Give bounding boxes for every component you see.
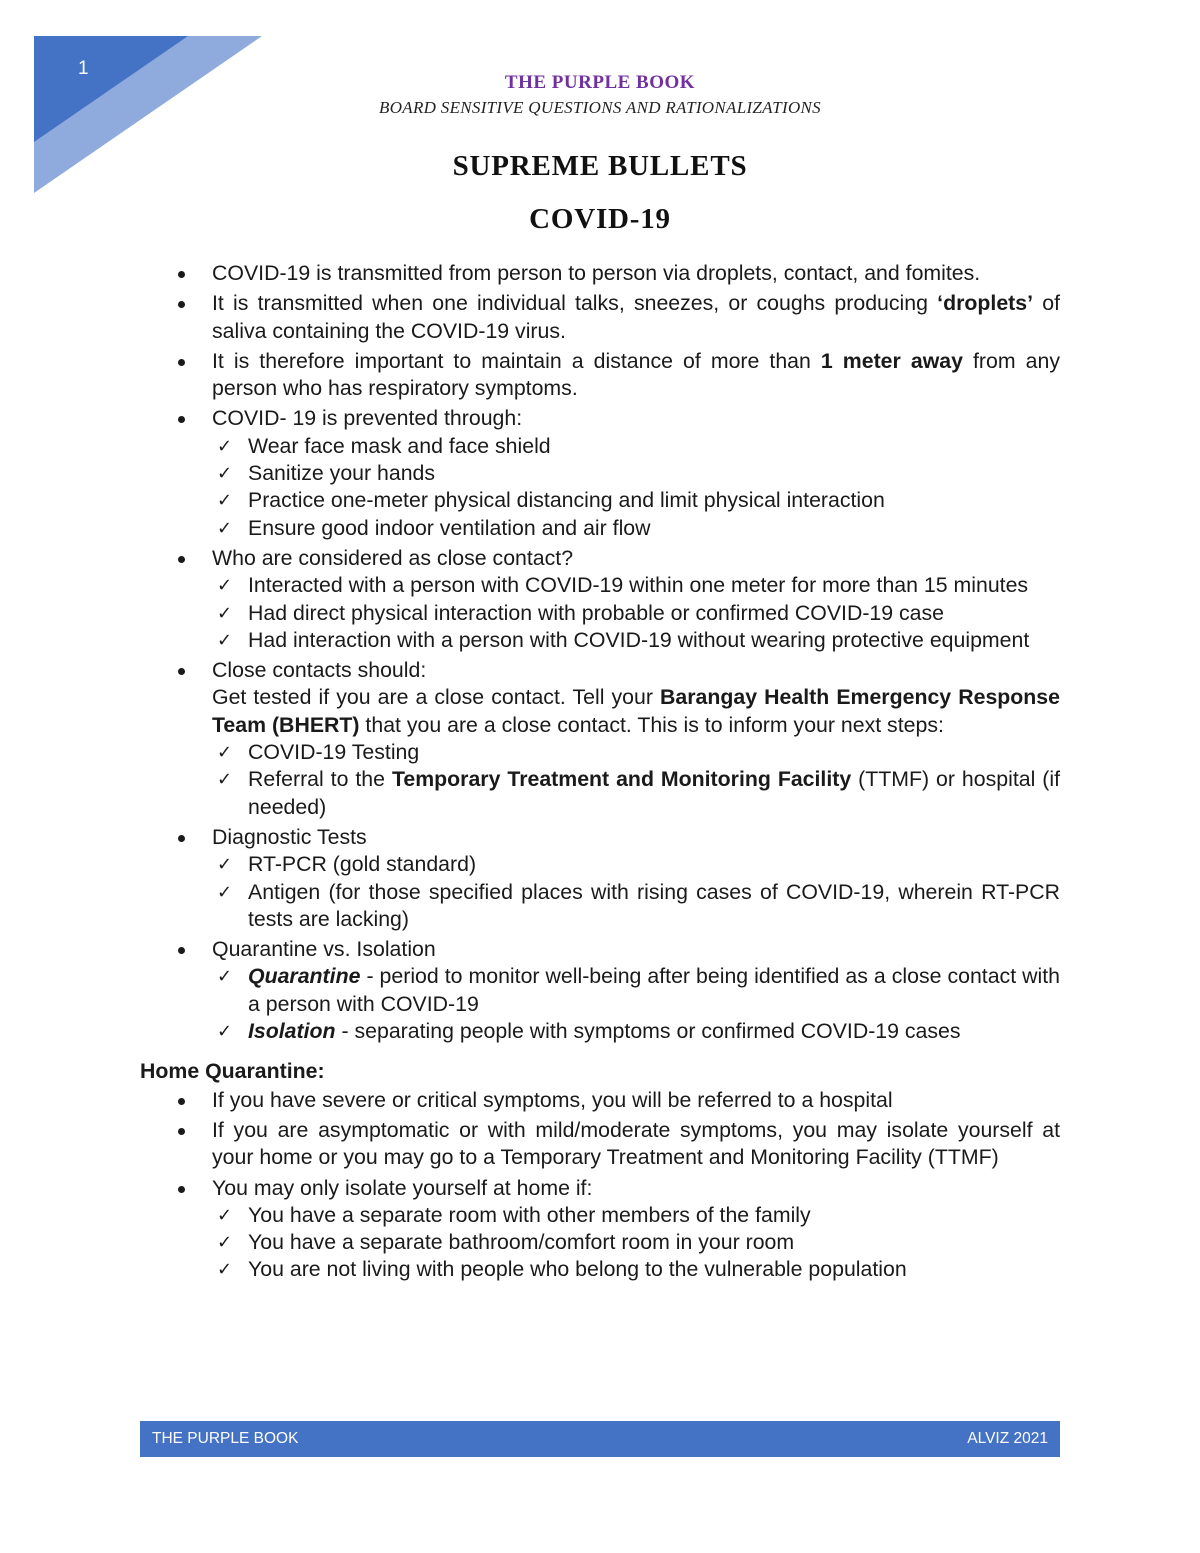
check-icon: ✓ <box>217 490 233 511</box>
page-number: 1 <box>78 58 89 79</box>
check-item: ✓ Practice one-meter physical distancing and limit physical interaction <box>212 487 1060 514</box>
check-icon: ✓ <box>217 854 233 875</box>
topic-title: COVID-19 <box>529 203 671 235</box>
bullet-icon <box>178 556 185 563</box>
check-icon: ✓ <box>217 1232 233 1253</box>
list-item: Quarantine vs. Isolation ✓ Quarantine - period to monitor well-being after being identified as a close contact with a person with COVID-19 ✓ Isolation - separating people with symptoms or confirmed COVID-19 cases <box>140 936 1060 1045</box>
brand-title: THE PURPLE BOOK <box>504 72 696 93</box>
check-item: ✓ Referral to the Temporary Treatment and Monitoring Facility (TTMF) or hospital (if needed) <box>217 767 1061 819</box>
list-item: You may only isolate yourself at home if: ✓ You have a separate room with other members of the family ✓ You have a separate bathroom/comfort room in your room ✓ You are not living with people who belong to the vulnerable population <box>140 1175 1060 1284</box>
bullet-icon <box>178 668 185 675</box>
check-item: ✓ Antigen (for those specified places with rising cases of COVID-19, wherein RT-PCR tests are lacking) <box>217 879 1060 931</box>
bullet-icon <box>178 947 185 954</box>
bullet-icon <box>178 835 185 842</box>
check-item: ✓ Interacted with a person with COVID-19 within one meter for more than 15 minutes <box>212 572 1060 599</box>
check-icon: ✓ <box>217 575 233 596</box>
bullet-list <box>140 1087 1060 1284</box>
bullet-icon <box>178 359 185 366</box>
check-icon: ✓ <box>217 1259 233 1280</box>
check-icon: ✓ <box>217 1204 233 1225</box>
check-icon: ✓ <box>217 629 233 650</box>
bullet-icon <box>178 1186 185 1193</box>
check-list <box>212 739 1060 821</box>
page-subtitle: BOARD SENSITIVE QUESTIONS AND RATIONALIZATIONS <box>379 98 821 117</box>
check-icon: ✓ <box>217 517 233 538</box>
footer-left: THE PURPLE BOOK <box>152 1430 299 1447</box>
check-item: ✓ You have a separate room with other members of the family <box>212 1202 1060 1229</box>
check-list <box>212 851 1060 933</box>
main-content <box>140 260 1060 1287</box>
check-item: ✓ Sanitize your hands <box>212 460 1060 487</box>
check-icon: ✓ <box>217 742 233 763</box>
list-item: If you are asymptomatic or with mild/moderate symptoms, you may isolate yourself at your home or you may go to a Temporary Treatment and Monitoring Facility (TTMF) <box>140 1117 1060 1172</box>
list-item: Diagnostic Tests ✓ RT-PCR (gold standard) ✓ Antigen (for those specified places with rising cases of COVID-19, wherein RT-PCR tests are lacking) <box>140 824 1060 933</box>
bullet-list <box>140 260 1060 1045</box>
list-item: It is transmitted when one individual talks, sneezes, or coughs producing ‘droplets’ of saliva containing the COVID-19 virus. <box>140 290 1060 345</box>
check-icon: ✓ <box>217 881 233 902</box>
check-item: ✓ You have a separate bathroom/comfort room in your room <box>212 1229 1060 1256</box>
check-icon: ✓ <box>217 463 233 484</box>
bullet-icon <box>178 271 185 278</box>
check-icon: ✓ <box>217 1021 233 1042</box>
bullet-icon <box>178 1098 185 1105</box>
check-item: ✓ Ensure good indoor ventilation and air flow <box>212 515 1060 542</box>
check-list <box>212 1202 1060 1284</box>
list-item: Close contacts should: Get tested if you are a close contact. Tell your Barangay Health Emergency Response Team (BHERT) that you are a close contact. This is to inform your next steps: ✓ COVID-19 Testing ✓ Referral to the Temporary Treatment and Monitoring Facility (TTMF) or hospital (if needed) <box>140 657 1060 821</box>
check-list <box>212 572 1060 654</box>
bullet-icon <box>178 301 185 308</box>
check-icon: ✓ <box>217 602 233 623</box>
check-item: ✓ Had interaction with a person with COVID-19 without wearing protective equipment <box>212 627 1060 654</box>
check-item: ✓ COVID-19 Testing <box>212 739 1060 766</box>
check-item: ✓ Had direct physical interaction with probable or confirmed COVID-19 case <box>212 600 1060 627</box>
check-item: ✓ Isolation - separating people with symptoms or confirmed COVID-19 cases <box>212 1018 1060 1045</box>
check-icon: ✓ <box>217 769 233 790</box>
check-item: ✓ RT-PCR (gold standard) <box>212 851 1060 878</box>
check-icon: ✓ <box>217 435 233 456</box>
list-item: Who are considered as close contact? ✓ Interacted with a person with COVID-19 within one meter for more than 15 minutes ✓ Had direct physical interaction with probable or confirmed COVID-19 case ✓ Had interaction with a person with COVID-19 without wearing protective equipment <box>140 545 1060 654</box>
page-title: SUPREME BULLETS <box>452 150 748 182</box>
page-footer <box>140 1421 1060 1457</box>
home-quarantine-heading: Home Quarantine: <box>140 1059 325 1084</box>
list-item: It is therefore important to maintain a distance of more than 1 meter away from any person who has respiratory symptoms. <box>140 348 1060 403</box>
bullet-icon <box>178 416 185 423</box>
check-item: ✓ You are not living with people who belong to the vulnerable population <box>212 1256 1060 1283</box>
bullet-icon <box>178 1128 185 1135</box>
list-item: If you have severe or critical symptoms, you will be referred to a hospital <box>140 1087 1060 1114</box>
check-list <box>212 433 1060 542</box>
check-icon: ✓ <box>217 966 233 987</box>
check-item: ✓ Wear face mask and face shield <box>212 433 1060 460</box>
footer-right: ALVIZ 2021 <box>967 1430 1048 1447</box>
list-item: COVID- 19 is prevented through: ✓ Wear face mask and face shield ✓ Sanitize your hands ✓ Practice one-meter physical distancing and limit physical interaction ✓ Ensure good indoor ventilation and air flow <box>140 405 1060 541</box>
list-item: COVID-19 is transmitted from person to person via droplets, contact, and fomites. <box>140 260 1060 287</box>
check-item: ✓ Quarantine - period to monitor well-being after being identified as a close contact with a person with COVID-19 <box>217 964 1060 1016</box>
check-list <box>212 963 1060 1045</box>
